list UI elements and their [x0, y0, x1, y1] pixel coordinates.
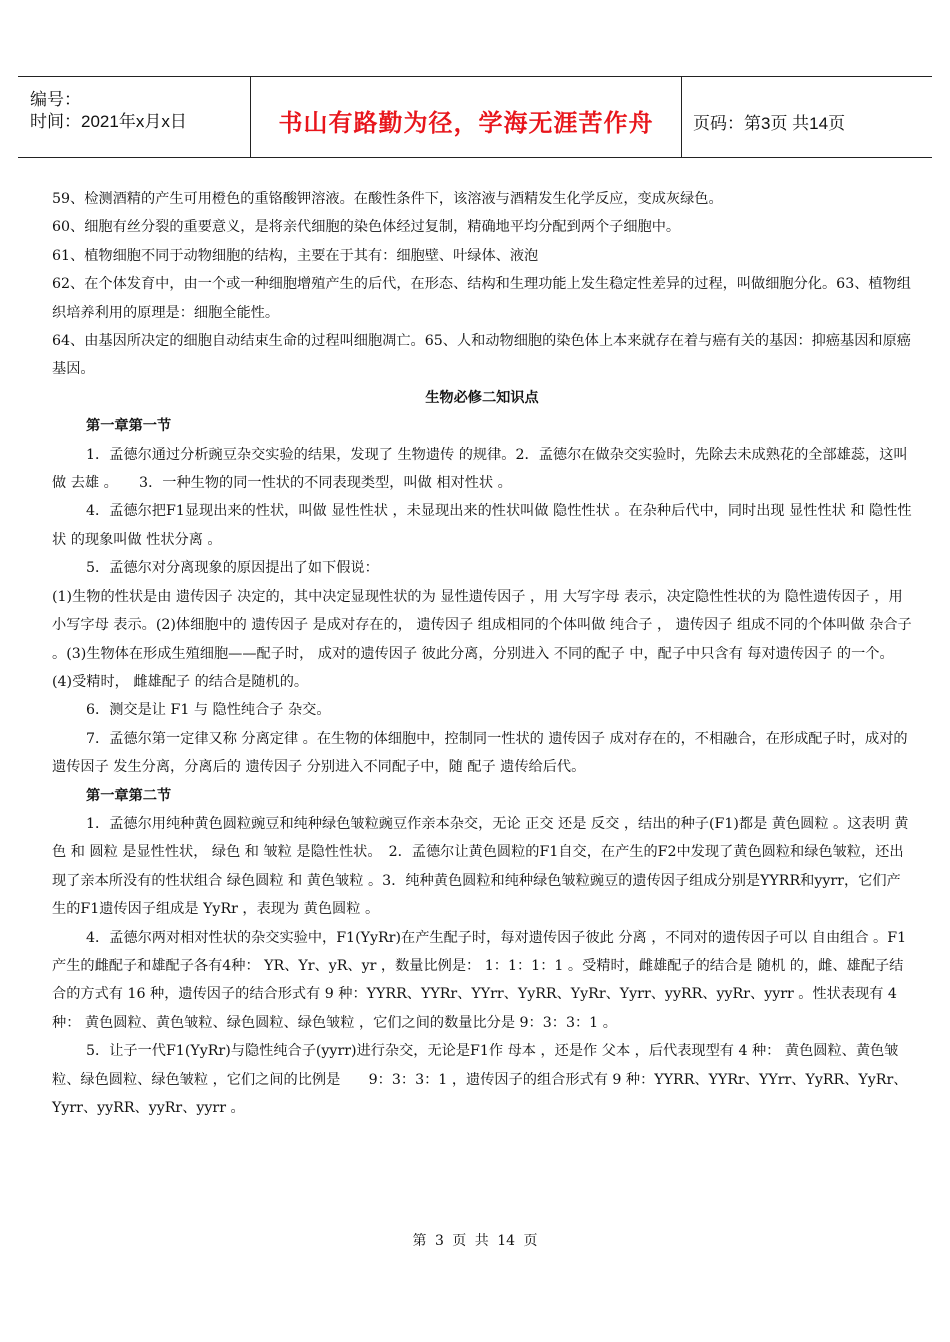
paragraph-59: 59、检测酒精的产生可用橙色的重铬酸钾溶液。在酸性条件下，该溶液与酒精发生化学反应，变成灰绿色。: [52, 191, 723, 207]
paragraph: 1．孟德尔用纯种黄色圆粒豌豆和纯种绿色皱粒豌豆作亲本杂交，无论 正交 还是 反交 ，结出的种子(F1)都是 黄色圆粒 。这表明 黄色 和 圆粒 是显性性状， 绿色 和 皱粒 是隐性性状。 2．孟德尔让黄色圆粒的F1自交，在产生的F2中发现了黄色圆粒和绿色皱粒，还出现了亲本所没有的性状组合 绿色圆粒 和 黄色皱粒 。3．纯种黄色圆粒和纯种绿色皱粒豌豆的遗传因子组成分别是YYRR和yyrr，它们产生的F1遗传因子组成是 YyRr ，表现为 黄色圆粒 。: [52, 815, 909, 918]
paragraph-61: 61、植物细胞不同于动物细胞的结构，主要在于其有：细胞壁、叶绿体、液泡: [52, 247, 539, 264]
page-code: 页码：第3页 共14页: [693, 114, 846, 133]
paragraph: 5．孟德尔对分离现象的原因提出了如下假说：: [86, 560, 379, 577]
chapter-heading: 第一章第一节: [86, 418, 172, 435]
chapter-heading: 第一章第二节: [86, 787, 172, 804]
paragraph-62-63: 62、在个体发育中，由一个或一种细胞增殖产生的后代，在形态、结构和生理功能上发生稳定性差异的过程，叫做细胞分化。63、植物组织培养利用的原理是：细胞全能性。: [52, 276, 911, 321]
paragraph: (1)生物的性状是由 遗传因子 决定的，其中决定显现性状的为 显性遗传因子 ，用 大写字母 表示，决定隐性性状的为 隐性遗传因子 ，用 小写字母 表示。(2)体细胞中的 遗传因子 是成对存在的， 遗传因子 组成相同的个体叫做 纯合子 ， 遗传因子 组成不同的个体叫做 杂合子 。(3)生物体在形成生殖细胞——配子时， 成对的遗传因子 彼此分离，分别进入 不同的配子 中，配子中只含有 每对遗传因子 的一个。(4)受精时， 雌雄配子 的结合是随机的。: [52, 588, 912, 690]
document-time-label: 时间：2021年x月x日: [30, 112, 187, 131]
header-motto-cell: [250, 77, 682, 157]
section-title: 生物必修二知识点: [425, 389, 539, 406]
paragraph-64-65: 64、由基因所决定的细胞自动结束生命的过程叫细胞凋亡。65、人和动物细胞的染色体上本来就存在着与癌有关的基因：抑癌基因和原癌基因。: [52, 333, 911, 378]
motto: 书山有路勤为径，学海无涯苦作舟: [278, 109, 654, 137]
header-table: [18, 76, 932, 158]
document-body: [52, 185, 912, 1122]
paragraph: 6．测交是让 F1 与 隐性纯合子 杂交。: [86, 702, 331, 719]
paragraph: 7．孟德尔第一定律又称 分离定律 。在生物的体细胞中，控制同一性状的 遗传因子 成对存在的，不相融合，在形成配子时，成对的 遗传因子 发生分离，分离后的 遗传因子 分别进入不同配子中，随 配子 遗传给后代。: [52, 730, 908, 776]
paragraph: 5．让子一代F1(YyRr)与隐性纯合子(yyrr)进行杂交，无论是F1作 母本 ，还是作 父本 ，后代表现型有 4 种： 黄色圆粒、黄色皱粒、绿色圆粒、绿色皱粒 ，它们之间的比例是 9：3：3：1 ，遗传因子的组合形式有 9 种：YYRR、YYRr、YYrr、YyRR、YyRr、Yyrr、yyRR、yyRr、yyrr 。: [52, 1043, 908, 1116]
paragraph: 4．孟德尔两对相对性状的杂交实验中，F1(YyRr)在产生配子时，每对遗传因子彼此 分离 ，不同对的遗传因子可以 自由组合 。F1产生的雌配子和雄配子各有4种： YR、Yr、yR、yr ，数量比例是： 1：1：1：1 。受精时，雌雄配子的结合是 随机 的，雌、雄配子结合的方式有 16 种，遗传因子的结合形式有 9 种：YYRR、YYRr、YYrr、YyRR、YyRr、Yyrr、yyRR、yyRr、yyrr 。性状表现有 4 种： 黄色圆粒、黄色皱粒、绿色圆粒、绿色皱粒 ，它们之间的数量比分是 9：3：3：1 。: [52, 929, 907, 1031]
page-footer: 第 3 页 共 14 页: [412, 1233, 538, 1249]
paragraph: 1．孟德尔通过分析豌豆杂交实验的结果，发现了 生物遗传 的规律。2．孟德尔在做杂交实验时，先除去未成熟花的全部雄蕊，这叫做 去雄 。 3．一种生物的同一性状的不同表现类型，叫做 相对性状 。: [52, 446, 908, 492]
header-info-cell: [18, 77, 250, 157]
header-page-cell: [681, 77, 932, 157]
paragraph: 4．孟德尔把F1显现出来的性状，叫做 显性性状 ，未显现出来的性状叫做 隐性性状 。在杂种后代中，同时出现 显性性状 和 隐性性状 的现象叫做 性状分离 。: [52, 503, 912, 548]
document-number-label: 编号：: [30, 90, 81, 109]
paragraph-60: 60、细胞有丝分裂的重要意义，是将亲代细胞的染色体经过复制，精确地平均分配到两个子细胞中。: [52, 219, 681, 236]
